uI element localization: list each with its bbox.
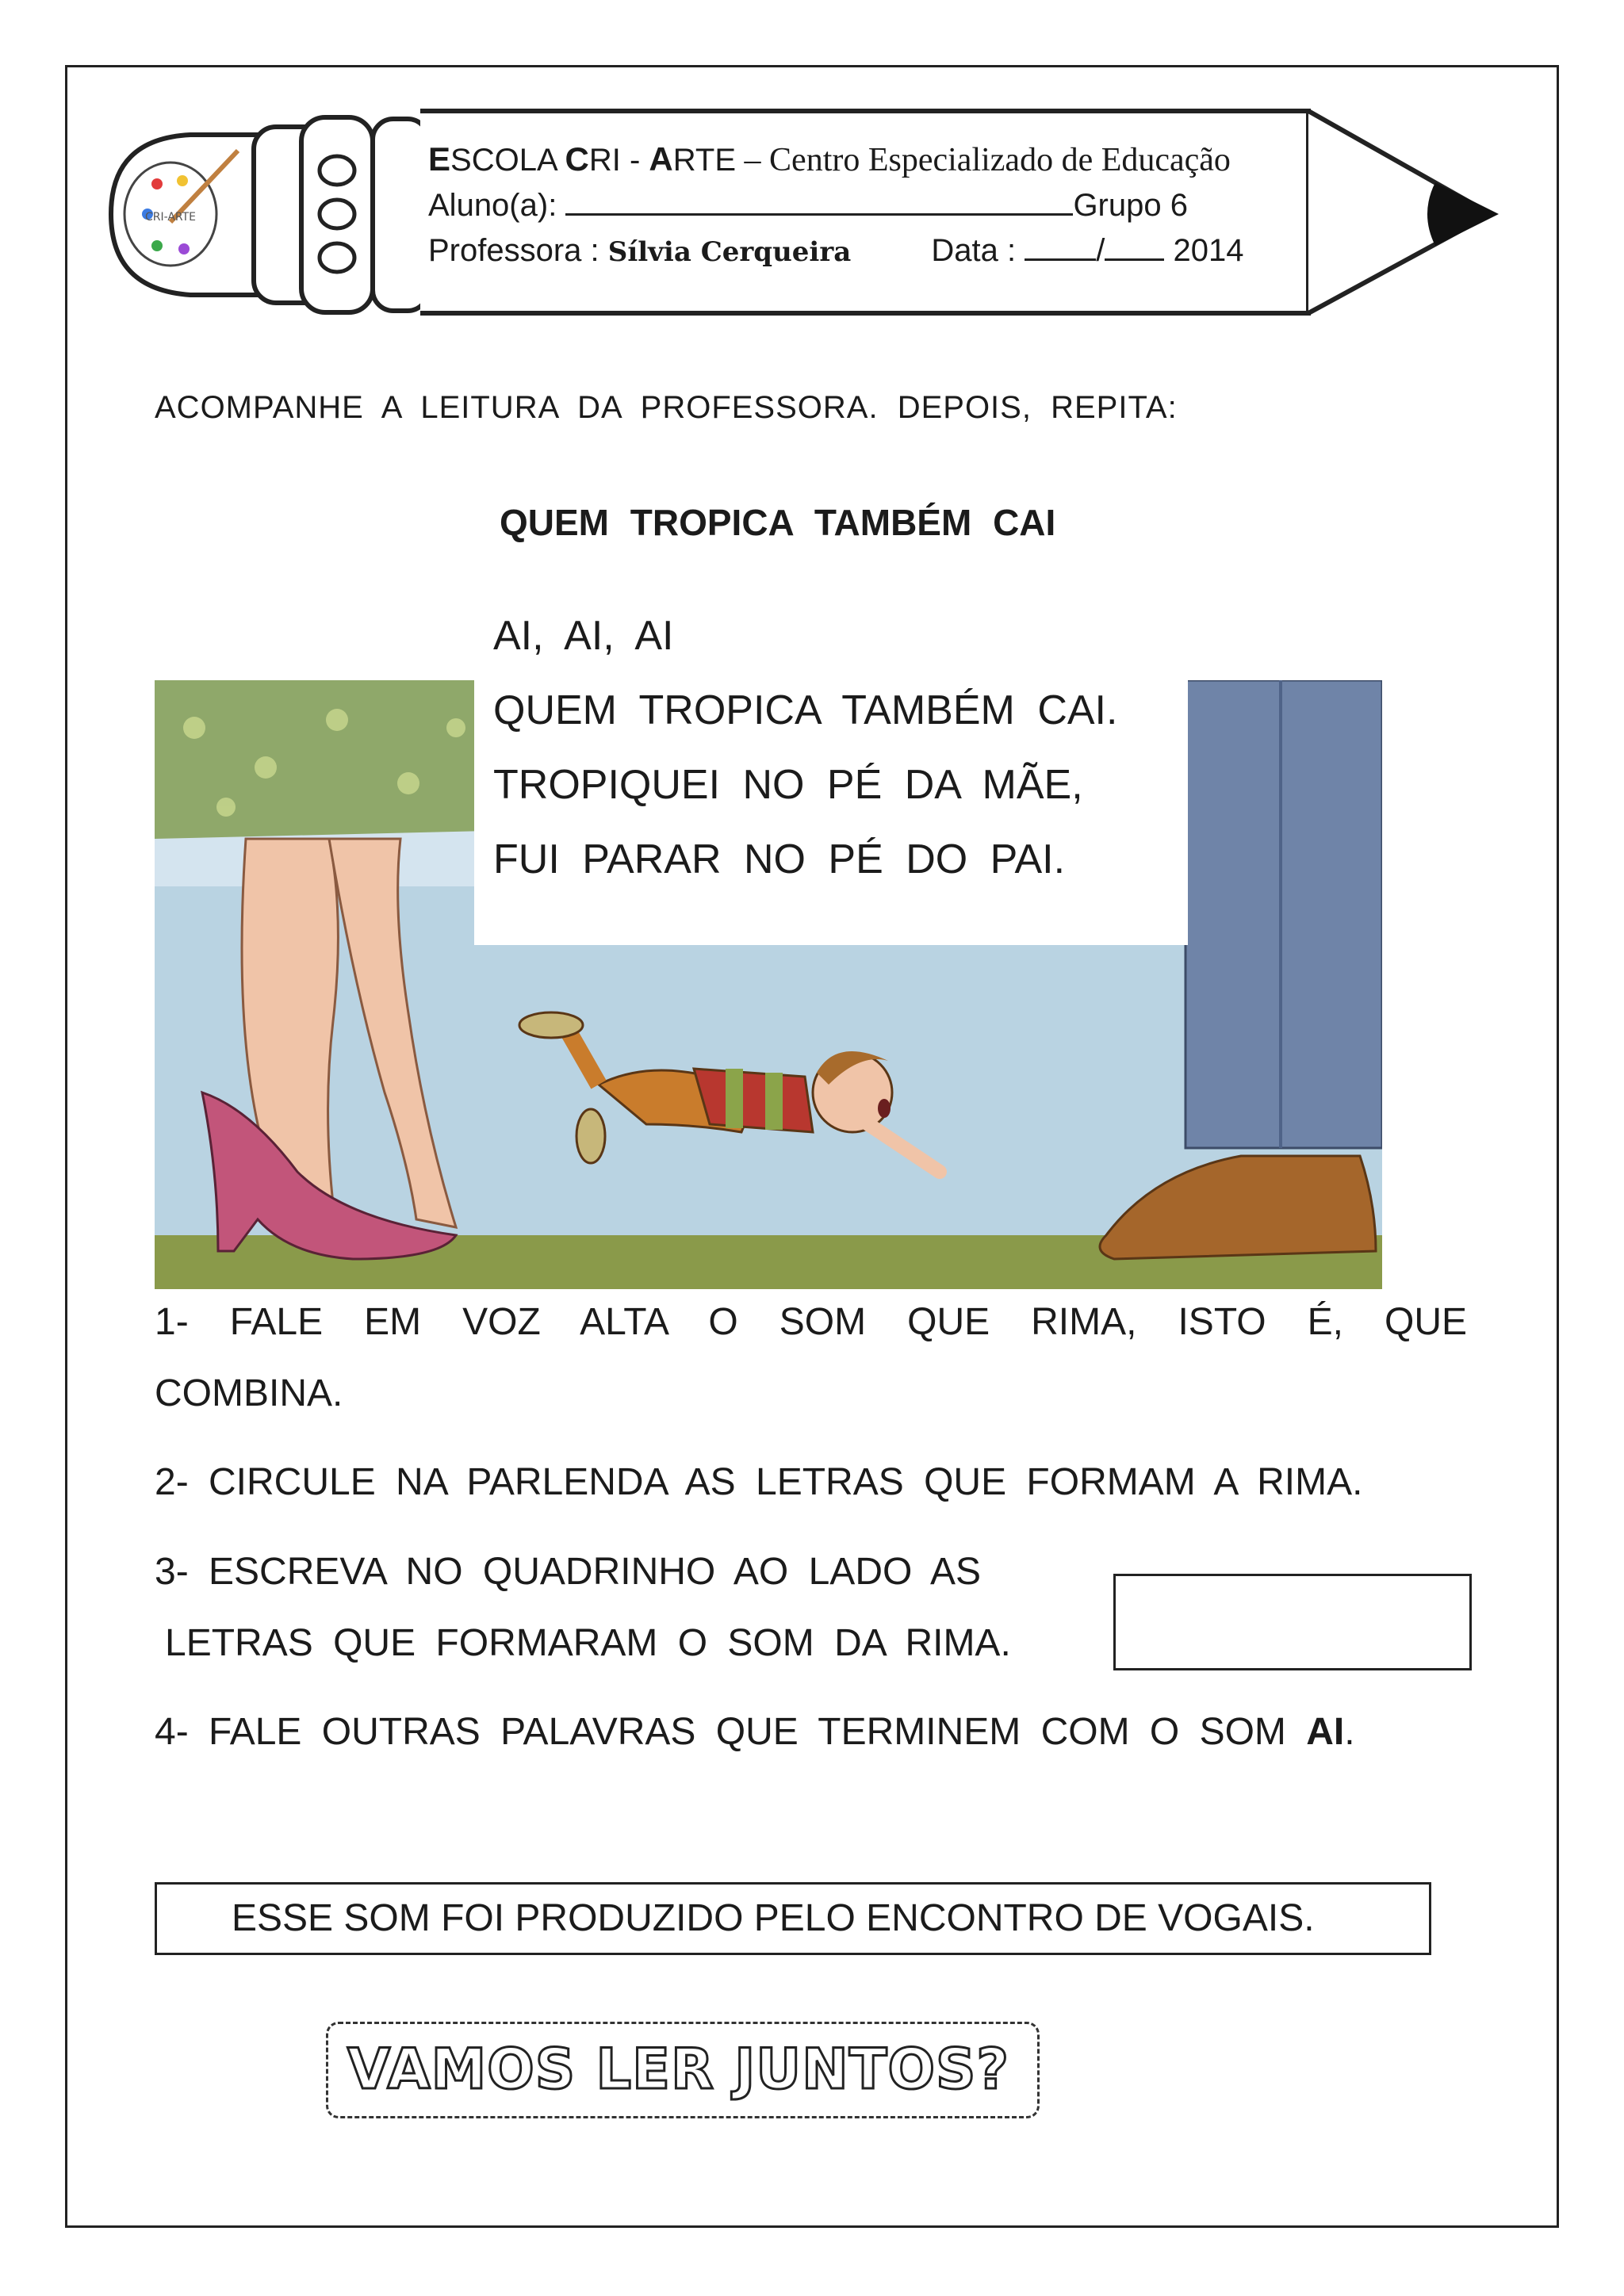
date-day-field[interactable] [1025, 235, 1096, 261]
logo-text: CRI-ARTE [144, 211, 197, 224]
info-box: ESSE SOM FOI PRODUZIDO PELO ENCONTRO DE VOGAIS. [155, 1882, 1431, 1955]
student-name-field[interactable] [565, 189, 1073, 216]
date-year: 2014 [1173, 233, 1244, 268]
question-1-continued: COMBINA. [155, 1372, 343, 1414]
question-3: 3- ESCREVA NO QUADRINHO AO LADO AS [155, 1551, 982, 1593]
student-line [428, 183, 1244, 228]
read-together-title: VAMOS LER JUNTOS? [347, 2037, 1009, 2102]
school-header [428, 136, 1244, 275]
school-name: ESCOLA CRI - ARTE – Centro Especializado de Educação [428, 140, 1231, 178]
read-together-box [326, 2022, 1040, 2118]
poem-line: TROPIQUEI NO PÉ DA MÃE, [493, 762, 1083, 808]
group-label: Grupo 6 [1073, 188, 1188, 223]
poem-line: FUI PARAR NO PÉ DO PAI. [493, 836, 1066, 882]
question-1: 1- FALE EM VOZ ALTA O SOM QUE RIMA, ISTO É, QUE [155, 1301, 1467, 1343]
sound-ai: AI [1306, 1711, 1345, 1753]
date-separator: / [1096, 233, 1105, 268]
poem-line: QUEM TROPICA TAMBÉM CAI. [493, 687, 1118, 733]
poem-title: QUEM TROPICA TAMBÉM CAI [500, 502, 1056, 543]
question-4: 4- FALE OUTRAS PALAVRAS QUE TERMINEM COM O SOM AI. [155, 1711, 1355, 1753]
question-3-continued: LETRAS QUE FORMARAM O SOM DA RIMA. [165, 1622, 1011, 1664]
teacher-name: Sílvia Cerqueira [607, 236, 852, 268]
date-month-field[interactable] [1105, 235, 1164, 261]
poem-line: AI, AI, AI [493, 613, 674, 659]
teacher-label: Professora : [428, 233, 599, 268]
student-label: Aluno(a): [428, 188, 557, 223]
date-label: Data : [931, 233, 1017, 268]
teacher-line [428, 228, 1244, 275]
answer-box[interactable] [1113, 1574, 1472, 1670]
instruction: ACOMPANHE A LEITURA DA PROFESSORA. DEPOIS, REPITA: [155, 390, 1178, 425]
question-2: 2- CIRCULE NA PARLENDA AS LETRAS QUE FORMAM A RIMA. [155, 1461, 1363, 1503]
